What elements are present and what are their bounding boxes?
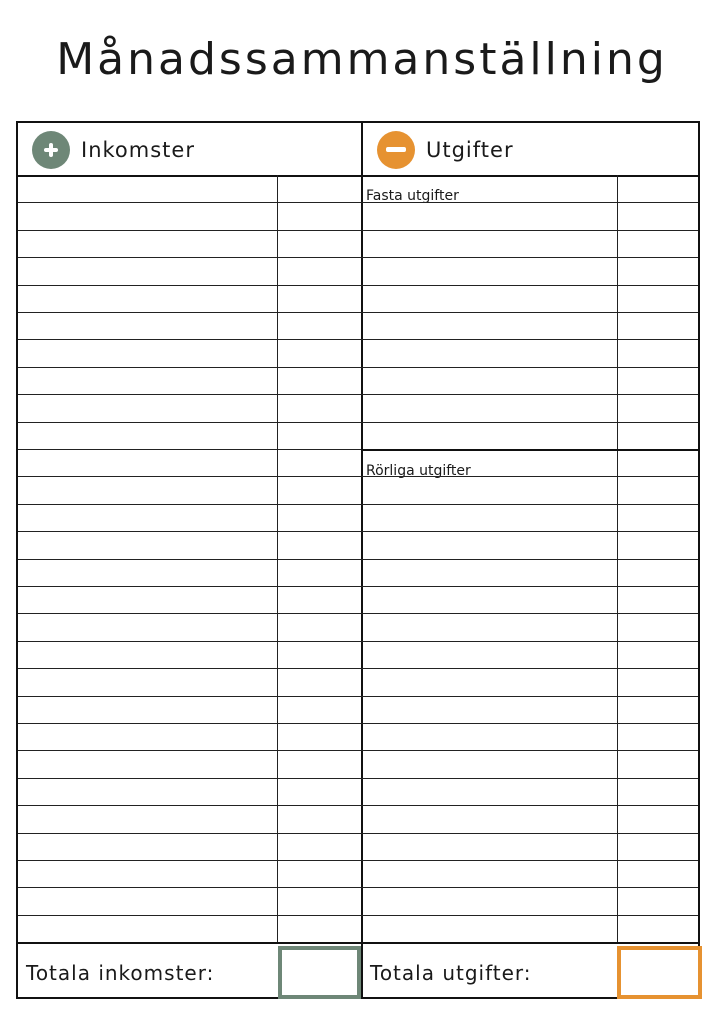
income-row-line bbox=[18, 202, 361, 203]
income-row-line bbox=[18, 860, 361, 861]
minus-icon bbox=[377, 131, 415, 169]
center-divider bbox=[361, 123, 363, 999]
fixed-variable-divider bbox=[361, 449, 698, 451]
income-total-box[interactable] bbox=[278, 946, 361, 999]
expense-row-line bbox=[361, 230, 698, 231]
income-row-line bbox=[18, 586, 361, 587]
income-row-line bbox=[18, 312, 361, 313]
expense-row-line bbox=[361, 559, 698, 560]
expense-row-line bbox=[361, 778, 698, 779]
totals-divider bbox=[18, 942, 698, 944]
income-row-line bbox=[18, 559, 361, 560]
expense-row-line bbox=[361, 257, 698, 258]
expense-total-label: Totala utgifter: bbox=[370, 961, 532, 985]
income-row-line bbox=[18, 531, 361, 532]
expense-row-line bbox=[361, 668, 698, 669]
income-row-line bbox=[18, 778, 361, 779]
income-row-line bbox=[18, 887, 361, 888]
expense-total-box[interactable] bbox=[617, 946, 702, 999]
summary-sheet bbox=[16, 121, 700, 999]
income-row-line bbox=[18, 394, 361, 395]
expense-row-line bbox=[361, 339, 698, 340]
expense-row-line bbox=[361, 285, 698, 286]
expense-row-line bbox=[361, 641, 698, 642]
income-row-line bbox=[18, 449, 361, 450]
income-row-line bbox=[18, 285, 361, 286]
expense-row-line bbox=[361, 202, 698, 203]
income-row-line bbox=[18, 833, 361, 834]
income-row-line bbox=[18, 476, 361, 477]
plus-icon bbox=[32, 131, 70, 169]
income-row-line bbox=[18, 915, 361, 916]
expense-row-line bbox=[361, 422, 698, 423]
expense-row-line bbox=[361, 504, 698, 505]
income-row-line bbox=[18, 641, 361, 642]
expense-row-line bbox=[361, 915, 698, 916]
variable-expenses-label: Rörliga utgifter bbox=[366, 463, 471, 479]
income-row-line bbox=[18, 504, 361, 505]
expense-row-line bbox=[361, 750, 698, 751]
page-title: Månadssammanställning bbox=[56, 34, 668, 85]
income-row-line bbox=[18, 339, 361, 340]
income-row-line bbox=[18, 230, 361, 231]
expense-row-line bbox=[361, 613, 698, 614]
expense-row-line bbox=[361, 531, 698, 532]
income-row-line bbox=[18, 613, 361, 614]
expense-row-line bbox=[361, 696, 698, 697]
expense-header bbox=[377, 131, 514, 169]
expense-row-line bbox=[361, 833, 698, 834]
expense-row-line bbox=[361, 805, 698, 806]
fixed-expenses-label: Fasta utgifter bbox=[366, 188, 459, 204]
income-row-line bbox=[18, 750, 361, 751]
income-total-label: Totala inkomster: bbox=[26, 961, 215, 985]
expense-row-line bbox=[361, 476, 698, 477]
expense-row-line bbox=[361, 367, 698, 368]
expense-row-line bbox=[361, 394, 698, 395]
expense-row-line bbox=[361, 312, 698, 313]
income-row-line bbox=[18, 367, 361, 368]
expense-row-line bbox=[361, 723, 698, 724]
income-row-line bbox=[18, 723, 361, 724]
income-heading: Inkomster bbox=[81, 138, 195, 162]
income-row-line bbox=[18, 805, 361, 806]
header-divider bbox=[18, 175, 698, 177]
income-row-line bbox=[18, 422, 361, 423]
income-header bbox=[32, 131, 195, 169]
expense-row-line bbox=[361, 860, 698, 861]
expense-row-line bbox=[361, 586, 698, 587]
income-row-line bbox=[18, 696, 361, 697]
income-row-line bbox=[18, 668, 361, 669]
income-row-line bbox=[18, 257, 361, 258]
expense-row-line bbox=[361, 887, 698, 888]
expense-heading: Utgifter bbox=[426, 138, 514, 162]
